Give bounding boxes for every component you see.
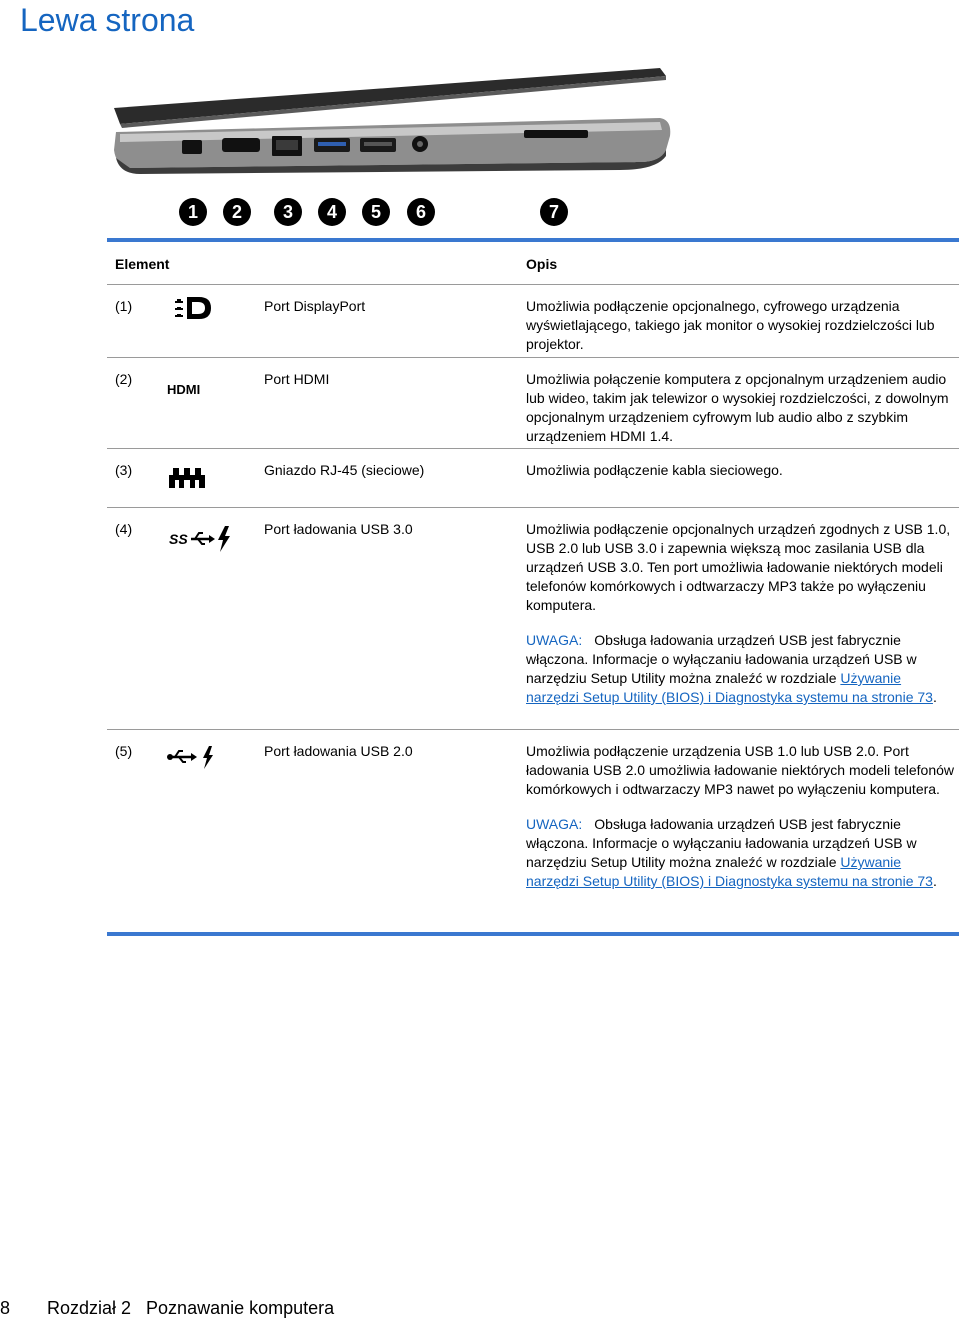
callout-5: 5 [370, 202, 382, 222]
callout-7: 7 [548, 202, 560, 222]
description-text: Umożliwia podłączenie urządzenia USB 1.0 lub USB 2.0. Port ładowania USB 2.0 umożliwia ładowanie niektórych modeli telefonów komórkowych i odtwarzaczy MP3 nawet po wyłączeniu komputera. [526, 743, 955, 797]
row-number: (1) [115, 298, 133, 314]
chapter-title: Rozdział 2 Poznawanie komputera [47, 1298, 335, 1318]
description-text: Umożliwia podłączenie kabla sieciowego. [526, 462, 783, 478]
row-number: (3) [115, 462, 133, 478]
callout-6: 6 [415, 202, 427, 222]
note-paragraph [526, 631, 956, 707]
row-description [526, 742, 956, 891]
row-description [526, 370, 956, 446]
table-row [107, 508, 959, 729]
setup-utility-link[interactable]: Używanie narzędzi Setup Utility (BIOS) i Diagnostyka systemu na stronie 73 [526, 854, 933, 889]
table-row [107, 358, 959, 448]
table-row [107, 285, 959, 357]
row-name: Port HDMI [264, 371, 330, 387]
table-row [107, 449, 959, 507]
hdmi-icon [165, 374, 237, 404]
displayport-icon [165, 293, 237, 323]
note-paragraph [526, 815, 956, 891]
header-description: Opis [526, 256, 558, 272]
row-description [526, 461, 956, 480]
callout-2: 2 [231, 202, 243, 222]
hdmi-icon-label: HDMI [167, 382, 201, 397]
table-row [107, 730, 959, 932]
row-number: (2) [115, 371, 133, 387]
page-title: Lewa strona [20, 2, 195, 38]
ports-table [107, 238, 959, 936]
callout-1: 1 [187, 202, 199, 222]
network-icon [165, 463, 237, 493]
note-label: UWAGA: [526, 632, 583, 648]
header-element: Element [115, 256, 170, 272]
row-name: Port ładowania USB 3.0 [264, 521, 413, 537]
table-bottom-rule [107, 932, 959, 936]
note-text: Obsługa ładowania urządzeń USB jest fabrycznie włączona. Informacje o wyłączaniu ładowania urządzeń USB w narzędziu Setup Utility można znaleźć w rozdziale [526, 816, 917, 870]
usb-charging-icon [165, 742, 237, 772]
superspeed-label: SS [169, 531, 188, 547]
row-description [526, 286, 956, 354]
row-name: Gniazdo RJ-45 (sieciowe) [264, 462, 425, 478]
row-name: Port DisplayPort [264, 298, 366, 314]
page-number: 8 [0, 1298, 11, 1318]
row-number: (5) [115, 743, 133, 759]
setup-utility-link[interactable]: Używanie narzędzi Setup Utility (BIOS) i Diagnostyka systemu na stronie 73 [526, 670, 933, 705]
callout-3: 3 [282, 202, 294, 222]
note-end: . [932, 689, 937, 705]
laptop-left-side-illustration [100, 50, 680, 240]
note-text: Obsługa ładowania urządzeń USB jest fabrycznie włączona. Informacje o wyłączaniu ładowania urządzeń USB w narzędziu Setup Utility można znaleźć w rozdziale [526, 632, 917, 686]
description-text: Umożliwia podłączenie opcjonalnych urządzeń zgodnych z USB 1.0, USB 2.0 lub USB 3.0 i zapewnia większą moc zasilania USB dla urządzeń USB 3.0. Ten port umożliwia ładowanie niektórych modeli telefonów komórkowych i odtwarzaczy MP3 także po wyłączeniu komputera. [526, 521, 951, 613]
note-end: . [932, 873, 937, 889]
description-text: Umożliwia połączenie komputera z opcjonalnym urządzeniem audio lub wideo, takim jak telewizor o wysokiej rozdzielczości, z dowolnym opcjonalnym urządzeniem cyfrowym lub audio albo z szybkim urządzeniem HDMI 1.4. [526, 371, 949, 444]
note-label: UWAGA: [526, 816, 583, 832]
row-name: Port ładowania USB 2.0 [264, 743, 413, 759]
description-text: Umożliwia podłączenie opcjonalnego, cyfrowego urządzenia wyświetlającego, takiego jak monitor o wysokiej rozdzielczości lub projektor. [526, 298, 935, 352]
table-header [107, 242, 959, 284]
row-description [526, 520, 956, 707]
usb3-charging-icon [165, 524, 237, 554]
row-number: (4) [115, 521, 133, 537]
callout-4: 4 [326, 202, 338, 222]
